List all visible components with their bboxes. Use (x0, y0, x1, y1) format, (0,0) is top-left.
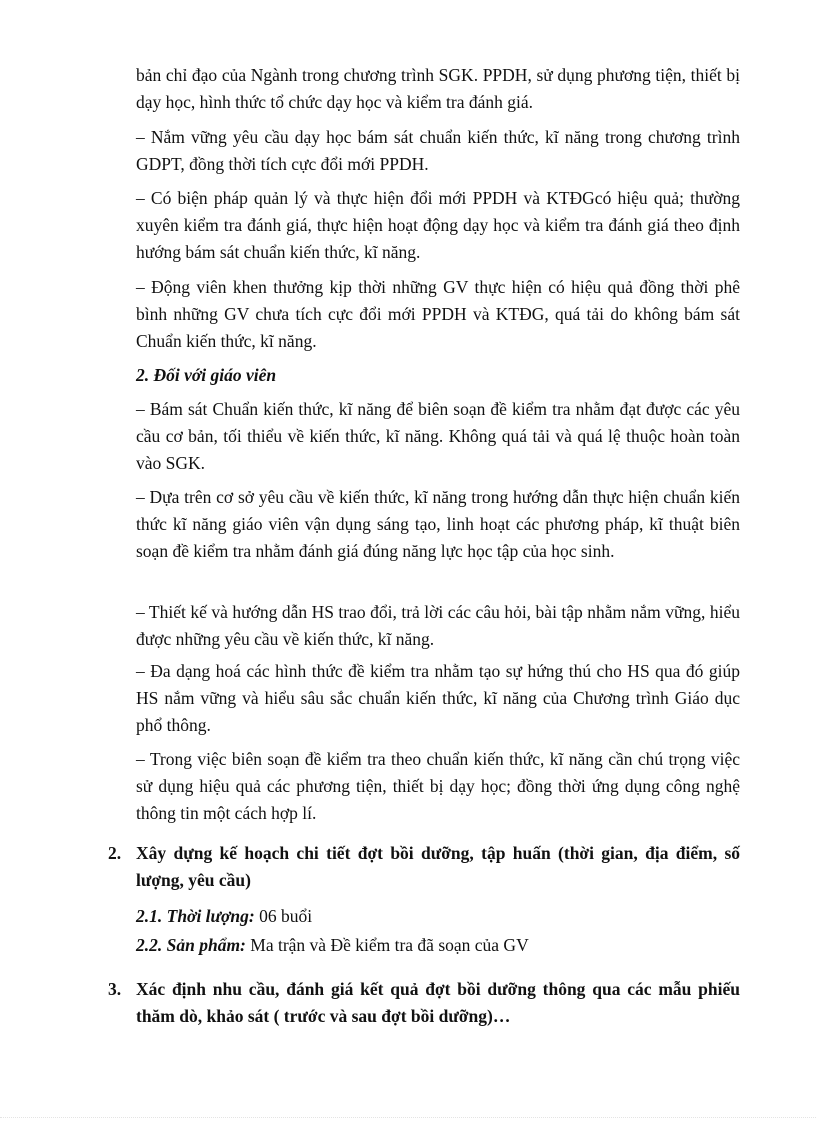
teacher-paragraph-use-technology: – Trong việc biên soạn đề kiểm tra theo chuẩn kiến thức, kĩ năng cần chú trọng việc sử dụng hiệu quả các phương tiện, thiết bị dạy học; đồng thời ứng dụng công nghệ thông tin một cách hợp lí. (136, 749, 740, 823)
paragraph-intro: bản chỉ đạo của Ngành trong chương trình SGK. PPDH, sử dụng phương tiện, thiết bị dạy học, hình thức tổ chức dạy học và kiểm tra đánh giá. (136, 65, 740, 112)
section-2-number: 2. (108, 843, 122, 863)
section-3-heading (108, 976, 740, 1030)
teacher-paragraph-design-guidance: – Thiết kế và hướng dẫn HS trao đổi, trả lời các câu hỏi, bài tập nhằm nắm vững, hiểu được những yêu cầu về kiến thức, kĩ năng. (136, 602, 740, 649)
paragraph-grasp-requirements: – Nắm vững yêu cầu dạy học bám sát chuẩn kiến thức, kĩ năng trong chương trình GDPT, đồng thời tích cực đổi mới PPDH. (136, 127, 740, 174)
section-2-title: Xây dựng kế hoạch chi tiết đợt bồi dưỡng, tập huấn (thời gian, địa điểm, số lượng, yêu cầu) (136, 843, 740, 890)
teacher-paragraph-creative-methods: – Dựa trên cơ sở yêu cầu về kiến thức, kĩ năng trong hướng dẫn thực hiện chuẩn kiến thức kĩ năng giáo viên vận dụng sáng tạo, linh hoạt các phương pháp, kĩ thuật biên soạn đề kiểm tra nhằm đánh giá đúng năng lực học tập của học sinh. (136, 487, 740, 561)
page-bottom-border (0, 1117, 816, 1118)
item-duration (136, 903, 740, 930)
item-product (136, 932, 740, 959)
item-duration-label: 2.1. Thời lượng: (136, 906, 255, 926)
item-duration-value: 06 buổi (254, 906, 313, 926)
item-product-value: Ma trận và Đề kiểm tra đã soạn của GV (245, 935, 529, 955)
section-3-number: 3. (108, 979, 122, 999)
teacher-heading: 2. Đối với giáo viên (136, 365, 277, 385)
paragraph-rewards: – Động viên khen thưởng kịp thời những GV thực hiện có hiệu quả đồng thời phê bình những GV chưa tích cực đổi mới PPDH và KTĐG, quá tải do không bám sát Chuẩn kiến thức, kĩ năng. (136, 277, 740, 351)
paragraph-management-measures: – Có biện pháp quản lý và thực hiện đổi mới PPDH và KTĐGcó hiệu quả; thường xuyên kiểm tra đánh giá, thực hiện hoạt động dạy học và kiểm tra đánh giá theo định hướng bám sát chuẩn kiến thức, kĩ năng. (136, 188, 740, 262)
teacher-paragraph-follow-standards: – Bám sát Chuẩn kiến thức, kĩ năng để biên soạn đề kiểm tra nhằm đạt được các yêu cầu cơ bản, tối thiểu về kiến thức, kĩ năng. Không quá tải và quá lệ thuộc hoàn toàn vào SGK. (136, 399, 740, 473)
teacher-paragraph-diversify-tests: – Đa dạng hoá các hình thức đề kiểm tra nhằm tạo sự hứng thú cho HS qua đó giúp HS nắm vững và hiểu sâu sắc chuẩn kiến thức, kĩ năng của Chương trình Giáo dục phổ thông. (136, 661, 740, 735)
section-2-heading (108, 840, 740, 894)
item-product-label: 2.2. Sản phẩm: (136, 935, 246, 955)
section-3-title: Xác định nhu cầu, đánh giá kết quả đợt bồi dưỡng thông qua các mẫu phiếu thăm dò, khảo sát ( trước và sau đợt bồi dưỡng)… (136, 979, 740, 1026)
